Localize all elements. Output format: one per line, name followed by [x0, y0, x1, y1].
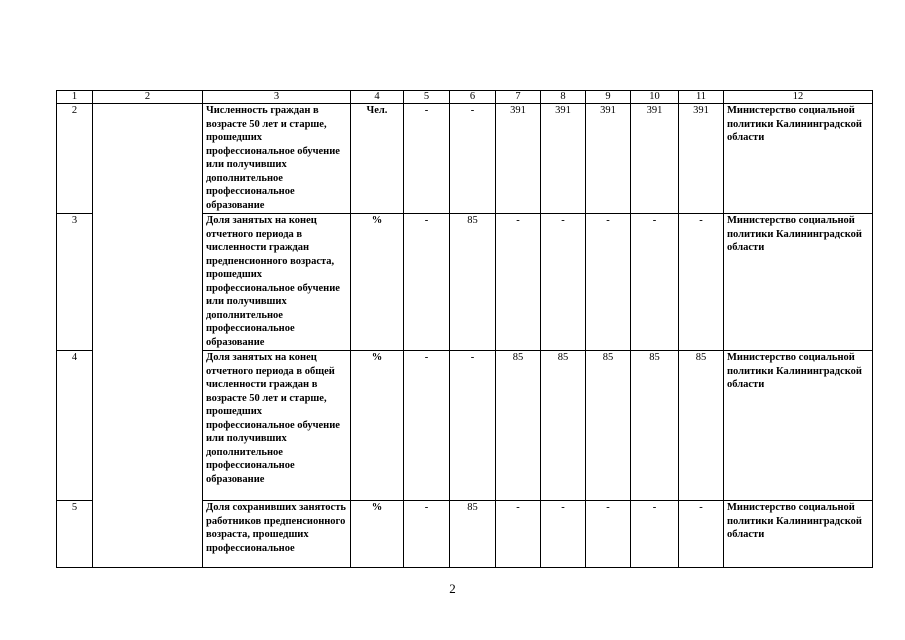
indicator-name: Доля сохранивших занятость работников предпенсионного возраста, прошедших профессиональное [203, 501, 351, 568]
header-cell: 5 [404, 91, 450, 104]
indicator-name: Численность граждан в возрасте 50 лет и старше, прошедших профессиональное обучение или получивших дополнительное профессиональное образование [203, 104, 351, 214]
header-cell: 10 [631, 91, 679, 104]
header-cell: 9 [586, 91, 631, 104]
header-cell: 8 [541, 91, 586, 104]
header-cell: 2 [93, 91, 203, 104]
responsible-cell: Министерство социальной политики Калининградской области [724, 104, 873, 214]
value-cell: - [404, 351, 450, 501]
value-cell: 391 [541, 104, 586, 214]
page-number: 2 [449, 581, 456, 596]
value-cell: 85 [679, 351, 724, 501]
header-cell: 11 [679, 91, 724, 104]
header-cell: 1 [57, 91, 93, 104]
value-cell: - [404, 214, 450, 351]
value-cell: 391 [586, 104, 631, 214]
value-cell: 85 [631, 351, 679, 501]
value-cell: 85 [450, 214, 496, 351]
indicators-table [56, 90, 873, 568]
indicator-name: Доля занятых на конец отчетного периода в общей численности граждан в возрасте 50 лет и старше, прошедших профессиональное обучение или получивших дополнительное профессиональное образование [203, 351, 351, 501]
responsible-cell: Министерство социальной политики Калининградской области [724, 501, 873, 568]
value-cell: - [541, 501, 586, 568]
table-row [57, 104, 873, 214]
value-cell: 391 [631, 104, 679, 214]
responsible-cell: Министерство социальной политики Калининградской области [724, 351, 873, 501]
value-cell: 85 [496, 351, 541, 501]
value-cell: - [450, 104, 496, 214]
value-cell: - [679, 214, 724, 351]
header-cell: 3 [203, 91, 351, 104]
empty-cell [93, 214, 203, 351]
unit-cell: % [351, 501, 404, 568]
value-cell: - [631, 501, 679, 568]
empty-cell [93, 501, 203, 568]
empty-cell [93, 351, 203, 501]
value-cell: - [404, 501, 450, 568]
row-number: 4 [57, 351, 93, 501]
table-row [57, 214, 873, 351]
value-cell: - [496, 214, 541, 351]
responsible-cell: Министерство социальной политики Калининградской области [724, 214, 873, 351]
value-cell: - [404, 104, 450, 214]
value-cell: 391 [496, 104, 541, 214]
row-number: 5 [57, 501, 93, 568]
empty-cell [93, 104, 203, 214]
header-cell: 4 [351, 91, 404, 104]
value-cell: - [631, 214, 679, 351]
header-cell: 12 [724, 91, 873, 104]
header-cell: 7 [496, 91, 541, 104]
value-cell: - [679, 501, 724, 568]
row-number: 3 [57, 214, 93, 351]
value-cell: 85 [450, 501, 496, 568]
table-row [57, 501, 873, 568]
value-cell: - [450, 351, 496, 501]
indicator-name: Доля занятых на конец отчетного периода в численности граждан предпенсионного возраста, прошедших профессиональное обучение или получивших дополнительное профессиональное образование [203, 214, 351, 351]
value-cell: - [586, 214, 631, 351]
unit-cell: % [351, 351, 404, 501]
value-cell: - [541, 214, 586, 351]
table-row [57, 351, 873, 501]
value-cell: 85 [586, 351, 631, 501]
value-cell: 391 [679, 104, 724, 214]
row-number: 2 [57, 104, 93, 214]
value-cell: - [496, 501, 541, 568]
unit-cell: % [351, 214, 404, 351]
unit-cell: Чел. [351, 104, 404, 214]
header-row [57, 91, 873, 104]
header-cell: 6 [450, 91, 496, 104]
value-cell: - [586, 501, 631, 568]
value-cell: 85 [541, 351, 586, 501]
